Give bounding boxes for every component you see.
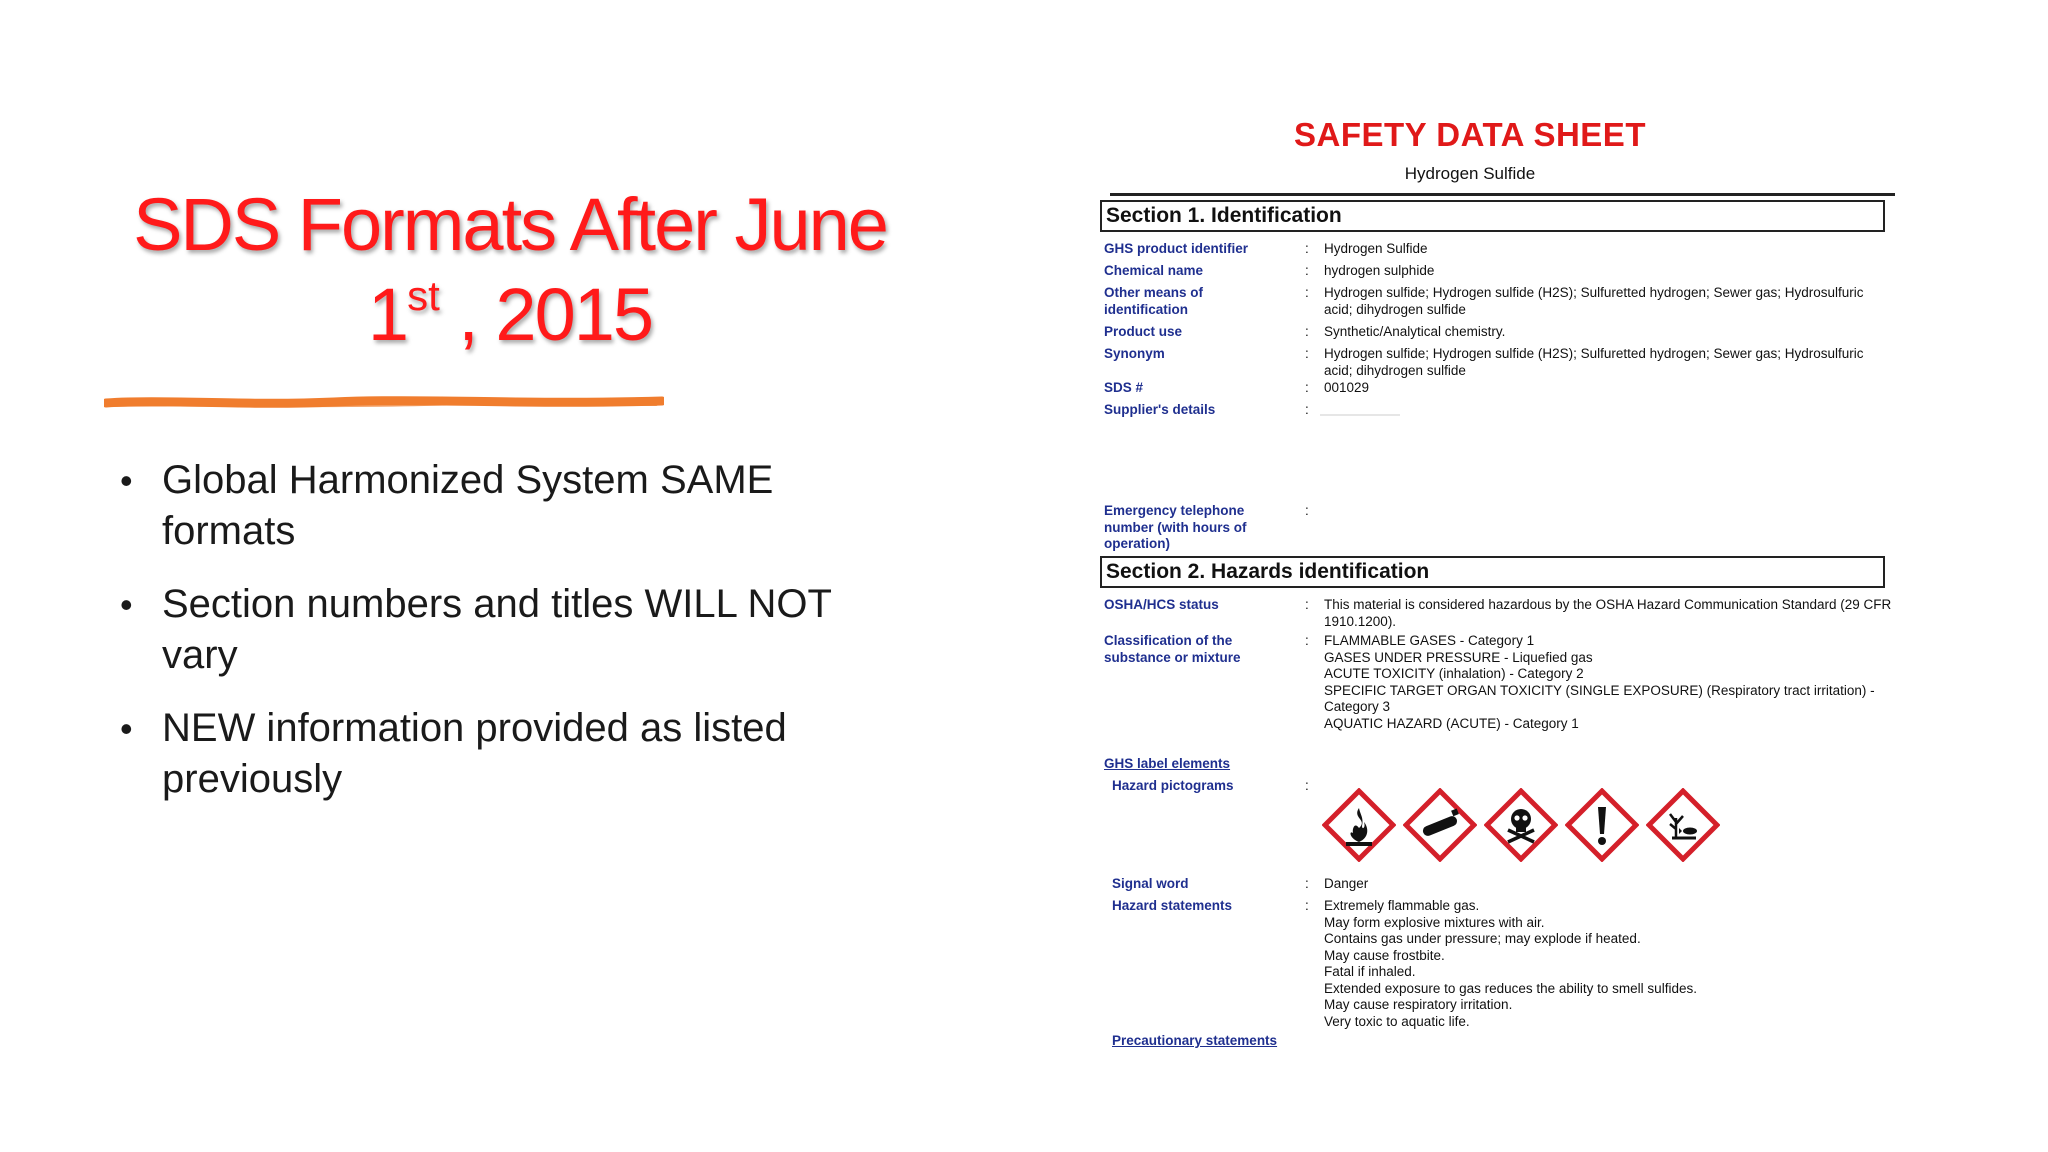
gas-cylinder-pictogram-icon [1403,788,1477,862]
section2-heading: Section 2. Hazards identification [1100,556,1885,588]
precautionary-statements-link: Precautionary statements [1112,1033,1278,1048]
bullet-dot-icon: • [120,460,133,501]
slide-title-line2 [110,270,910,360]
bullet-dot-icon: • [120,708,133,749]
flame-pictogram-icon [1322,788,1396,862]
section1-heading: Section 1. Identification [1100,200,1885,232]
exclamation-pictogram-icon [1565,788,1639,862]
environment-pictogram-icon [1646,788,1720,862]
hazard-pictogram-row [1322,788,1742,864]
title-date-year: , 2015 [439,273,653,356]
safety-data-sheet-image: SAFETY DATA SHEET Hydrogen Sulfide Section 1. Identification GHS product identifier : Hydrogen Sulfide Chemical name : hydrogen sulphide Other means of identification : Hydrogen sulfide; Hydrogen sulfide (H2S); Sulfuretted hydrogen; Sewer gas; Hydrosulfuric acid; dihydrogen sulfide Product use : Synthetic/Analytical chemistry. Synonym : Hydrogen sulfide; Hydrogen sulfide (H2S); Sulfuretted hydrogen; Sewer gas; Hydrosulfuric acid; dihydrogen sulfide SDS # : 001029 Supplier's details : Emergency telephone number (with hours of operation) : Section 2. Hazards identification OSHA/HCS status : This material is considered hazardous by the OSHA Hazard Communication Standard (29 CFR 1910.1200). Classification of the substance or mixture : FLAMMABLE GASES - Category 1 GASES UNDER PRESSURE - Liquefied gas ACUTE TOXICITY (inhalation) - Category 2 SPECIFIC TARGET ORGAN TOXICITY (SINGLE EXPOSURE) (Respiratory tract irritation) - Category 3 AQUATIC HAZARD (ACUTE) - Category 1 GHS label elements Hazard pictograms : Signal word : Danger Hazard statements : Extremely flammable gas. May form explosive mixtures with air. Contains gas under pressure; may explode if heated. May cause frostbite. Fatal if inhaled. Extended exposure to gas reduces the ability to smell sulfides. May cause respiratory irritation. Very toxic to aquatic life. Precautionary statements [1090,108,1905,1058]
bullet-dot-icon: • [120,584,133,625]
sds-title: SAFETY DATA SHEET [1294,116,1646,153]
bullet-item: • Global Harmonized System SAME formats [120,455,910,557]
orange-brush-underline [104,396,664,410]
bullet-item: • Section numbers and titles WILL NOT vary [120,579,910,681]
slide-title-line1: SDS Formats After June [133,183,887,266]
title-date-suffix: st [407,272,440,319]
bullet-list [120,455,910,827]
skull-crossbones-pictogram-icon [1484,788,1558,862]
sds-product-name: Hydrogen Sulfide [1404,164,1536,183]
title-date-day: 1 [367,273,408,356]
sds-divider [1110,193,1895,196]
slide-title [110,180,910,360]
bullet-item: • NEW information provided as listed previously [120,703,910,805]
ghs-label-elements-link: GHS label elements [1104,756,1231,771]
redacted-supplier-area [1320,414,1400,416]
